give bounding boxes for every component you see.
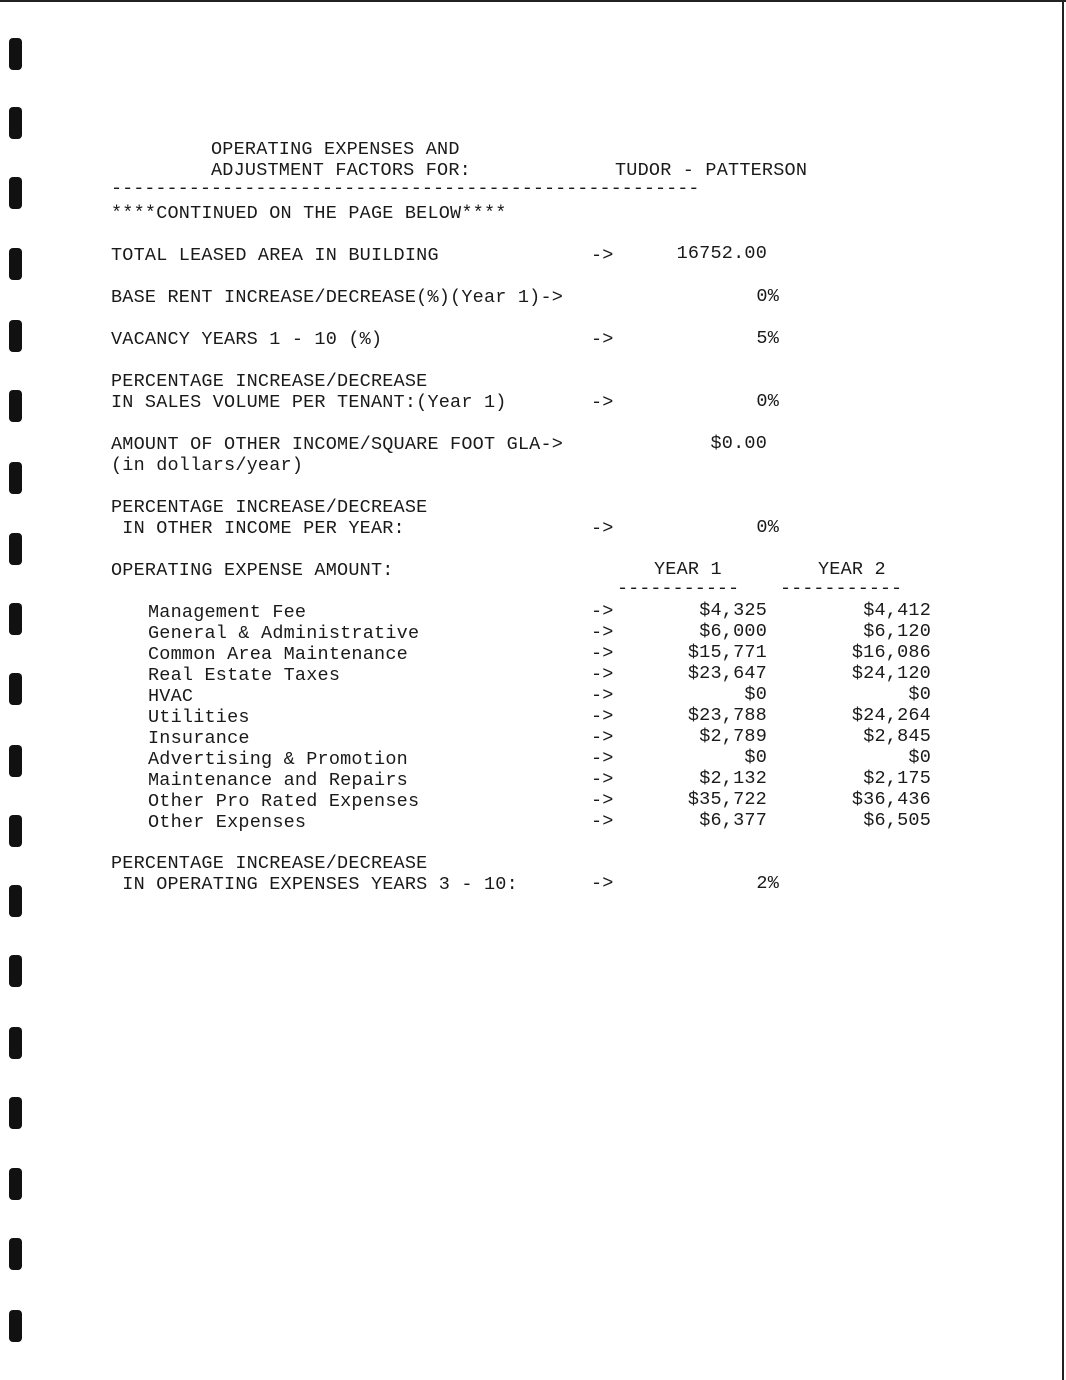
expense-year2-value: $2,845 [863, 726, 931, 747]
binder-hole [9, 815, 22, 847]
expense-year1-value: $6,000 [699, 621, 767, 642]
expense-arrow: -> [591, 664, 614, 685]
expense-year2-value: $36,436 [851, 789, 931, 810]
year1-header-rule: ----------- [617, 578, 740, 599]
binder-hole [9, 533, 22, 565]
expense-arrow: -> [591, 622, 614, 643]
expense-label: Advertising & Promotion [148, 749, 408, 770]
vacancy-value: 5% [756, 328, 779, 349]
binder-hole [9, 1310, 22, 1342]
expense-year1-value: $0 [744, 684, 767, 705]
sales-value: 0% [756, 391, 779, 412]
expense-label: Insurance [148, 728, 250, 749]
expense-year1-value: $35,722 [687, 789, 767, 810]
leased-area-value: 16752.00 [676, 243, 767, 264]
continued-note: ****CONTINUED ON THE PAGE BELOW**** [111, 203, 507, 224]
doc-title-line2: ADJUSTMENT FACTORS FOR: [211, 160, 471, 181]
binder-hole [9, 955, 22, 987]
leased-area-arrow: -> [591, 245, 614, 266]
property-name: TUDOR - PATTERSON [615, 160, 808, 181]
opex-increase-value: 2% [756, 873, 779, 894]
other-income-label-line2: (in dollars/year) [111, 455, 304, 476]
opex-increase-label-line2: IN OPERATING EXPENSES YEARS 3 - 10: [111, 874, 518, 895]
other-income-label-line1: AMOUNT OF OTHER INCOME/SQUARE FOOT GLA-> [111, 434, 564, 455]
other-income-pct-label-line1: PERCENTAGE INCREASE/DECREASE [111, 497, 428, 518]
expense-label: Common Area Maintenance [148, 644, 408, 665]
expense-year2-value: $6,120 [863, 621, 931, 642]
sales-label-line1: PERCENTAGE INCREASE/DECREASE [111, 371, 428, 392]
expense-year2-value: $6,505 [863, 810, 931, 831]
page-edge-right [1062, 0, 1064, 1380]
expense-year2-value: $24,120 [851, 663, 931, 684]
expense-arrow: -> [591, 601, 614, 622]
binder-hole [9, 745, 22, 777]
expense-arrow: -> [591, 769, 614, 790]
header-divider: ----------------------------------------------------- [111, 178, 700, 199]
expense-year1-value: $23,788 [687, 705, 767, 726]
other-income-pct-arrow: -> [591, 518, 614, 539]
expense-year1-value: $0 [744, 747, 767, 768]
sales-arrow: -> [591, 392, 614, 413]
expense-year2-value: $16,086 [851, 642, 931, 663]
expense-year1-value: $6,377 [699, 810, 767, 831]
year1-header: YEAR 1 [654, 559, 722, 580]
expense-label: Other Pro Rated Expenses [148, 791, 420, 812]
expense-label: Maintenance and Repairs [148, 770, 408, 791]
expense-label: Real Estate Taxes [148, 665, 341, 686]
expense-label: HVAC [148, 686, 194, 707]
doc-title-line1: OPERATING EXPENSES AND [211, 139, 460, 160]
expense-section-label: OPERATING EXPENSE AMOUNT: [111, 560, 394, 581]
expense-arrow: -> [591, 706, 614, 727]
binder-hole [9, 1097, 22, 1129]
expense-year1-value: $15,771 [687, 642, 767, 663]
binder-hole [9, 603, 22, 635]
expense-year1-value: $2,132 [699, 768, 767, 789]
expense-label: Other Expenses [148, 812, 307, 833]
binder-hole [9, 462, 22, 494]
expense-label: General & Administrative [148, 623, 420, 644]
expense-year1-value: $23,647 [687, 663, 767, 684]
expense-arrow: -> [591, 790, 614, 811]
expense-year2-value: $4,412 [863, 600, 931, 621]
binder-hole [9, 107, 22, 139]
expense-year2-value: $24,264 [851, 705, 931, 726]
expense-arrow: -> [591, 685, 614, 706]
binder-hole [9, 390, 22, 422]
binder-hole [9, 320, 22, 352]
vacancy-label: VACANCY YEARS 1 - 10 (%) [111, 329, 383, 350]
binder-hole [9, 1168, 22, 1200]
other-income-pct-label-line2: IN OTHER INCOME PER YEAR: [111, 518, 405, 539]
expense-year1-value: $4,325 [699, 600, 767, 621]
binder-hole [9, 673, 22, 705]
binder-hole [9, 38, 22, 70]
binder-hole [9, 1027, 22, 1059]
binder-hole [9, 248, 22, 280]
page-edge-top [0, 0, 1066, 2]
binder-hole [9, 177, 22, 209]
binder-hole [9, 1238, 22, 1270]
expense-arrow: -> [591, 727, 614, 748]
base-rent-label: BASE RENT INCREASE/DECREASE(%)(Year 1)-> [111, 287, 564, 308]
other-income-pct-value: 0% [756, 517, 779, 538]
expense-year2-value: $0 [908, 684, 931, 705]
expense-arrow: -> [591, 748, 614, 769]
other-income-value: $0.00 [710, 433, 767, 454]
leased-area-label: TOTAL LEASED AREA IN BUILDING [111, 245, 439, 266]
expense-label: Management Fee [148, 602, 307, 623]
year2-header: YEAR 2 [818, 559, 886, 580]
year2-header-rule: ----------- [780, 578, 903, 599]
binder-hole [9, 885, 22, 917]
opex-increase-arrow: -> [591, 873, 614, 894]
expense-label: Utilities [148, 707, 250, 728]
sales-label-line2: IN SALES VOLUME PER TENANT:(Year 1) [111, 392, 507, 413]
expense-arrow: -> [591, 811, 614, 832]
base-rent-value: 0% [756, 286, 779, 307]
expense-arrow: -> [591, 643, 614, 664]
expense-year2-value: $0 [908, 747, 931, 768]
expense-year2-value: $2,175 [863, 768, 931, 789]
opex-increase-label-line1: PERCENTAGE INCREASE/DECREASE [111, 853, 428, 874]
vacancy-arrow: -> [591, 329, 614, 350]
expense-year1-value: $2,789 [699, 726, 767, 747]
